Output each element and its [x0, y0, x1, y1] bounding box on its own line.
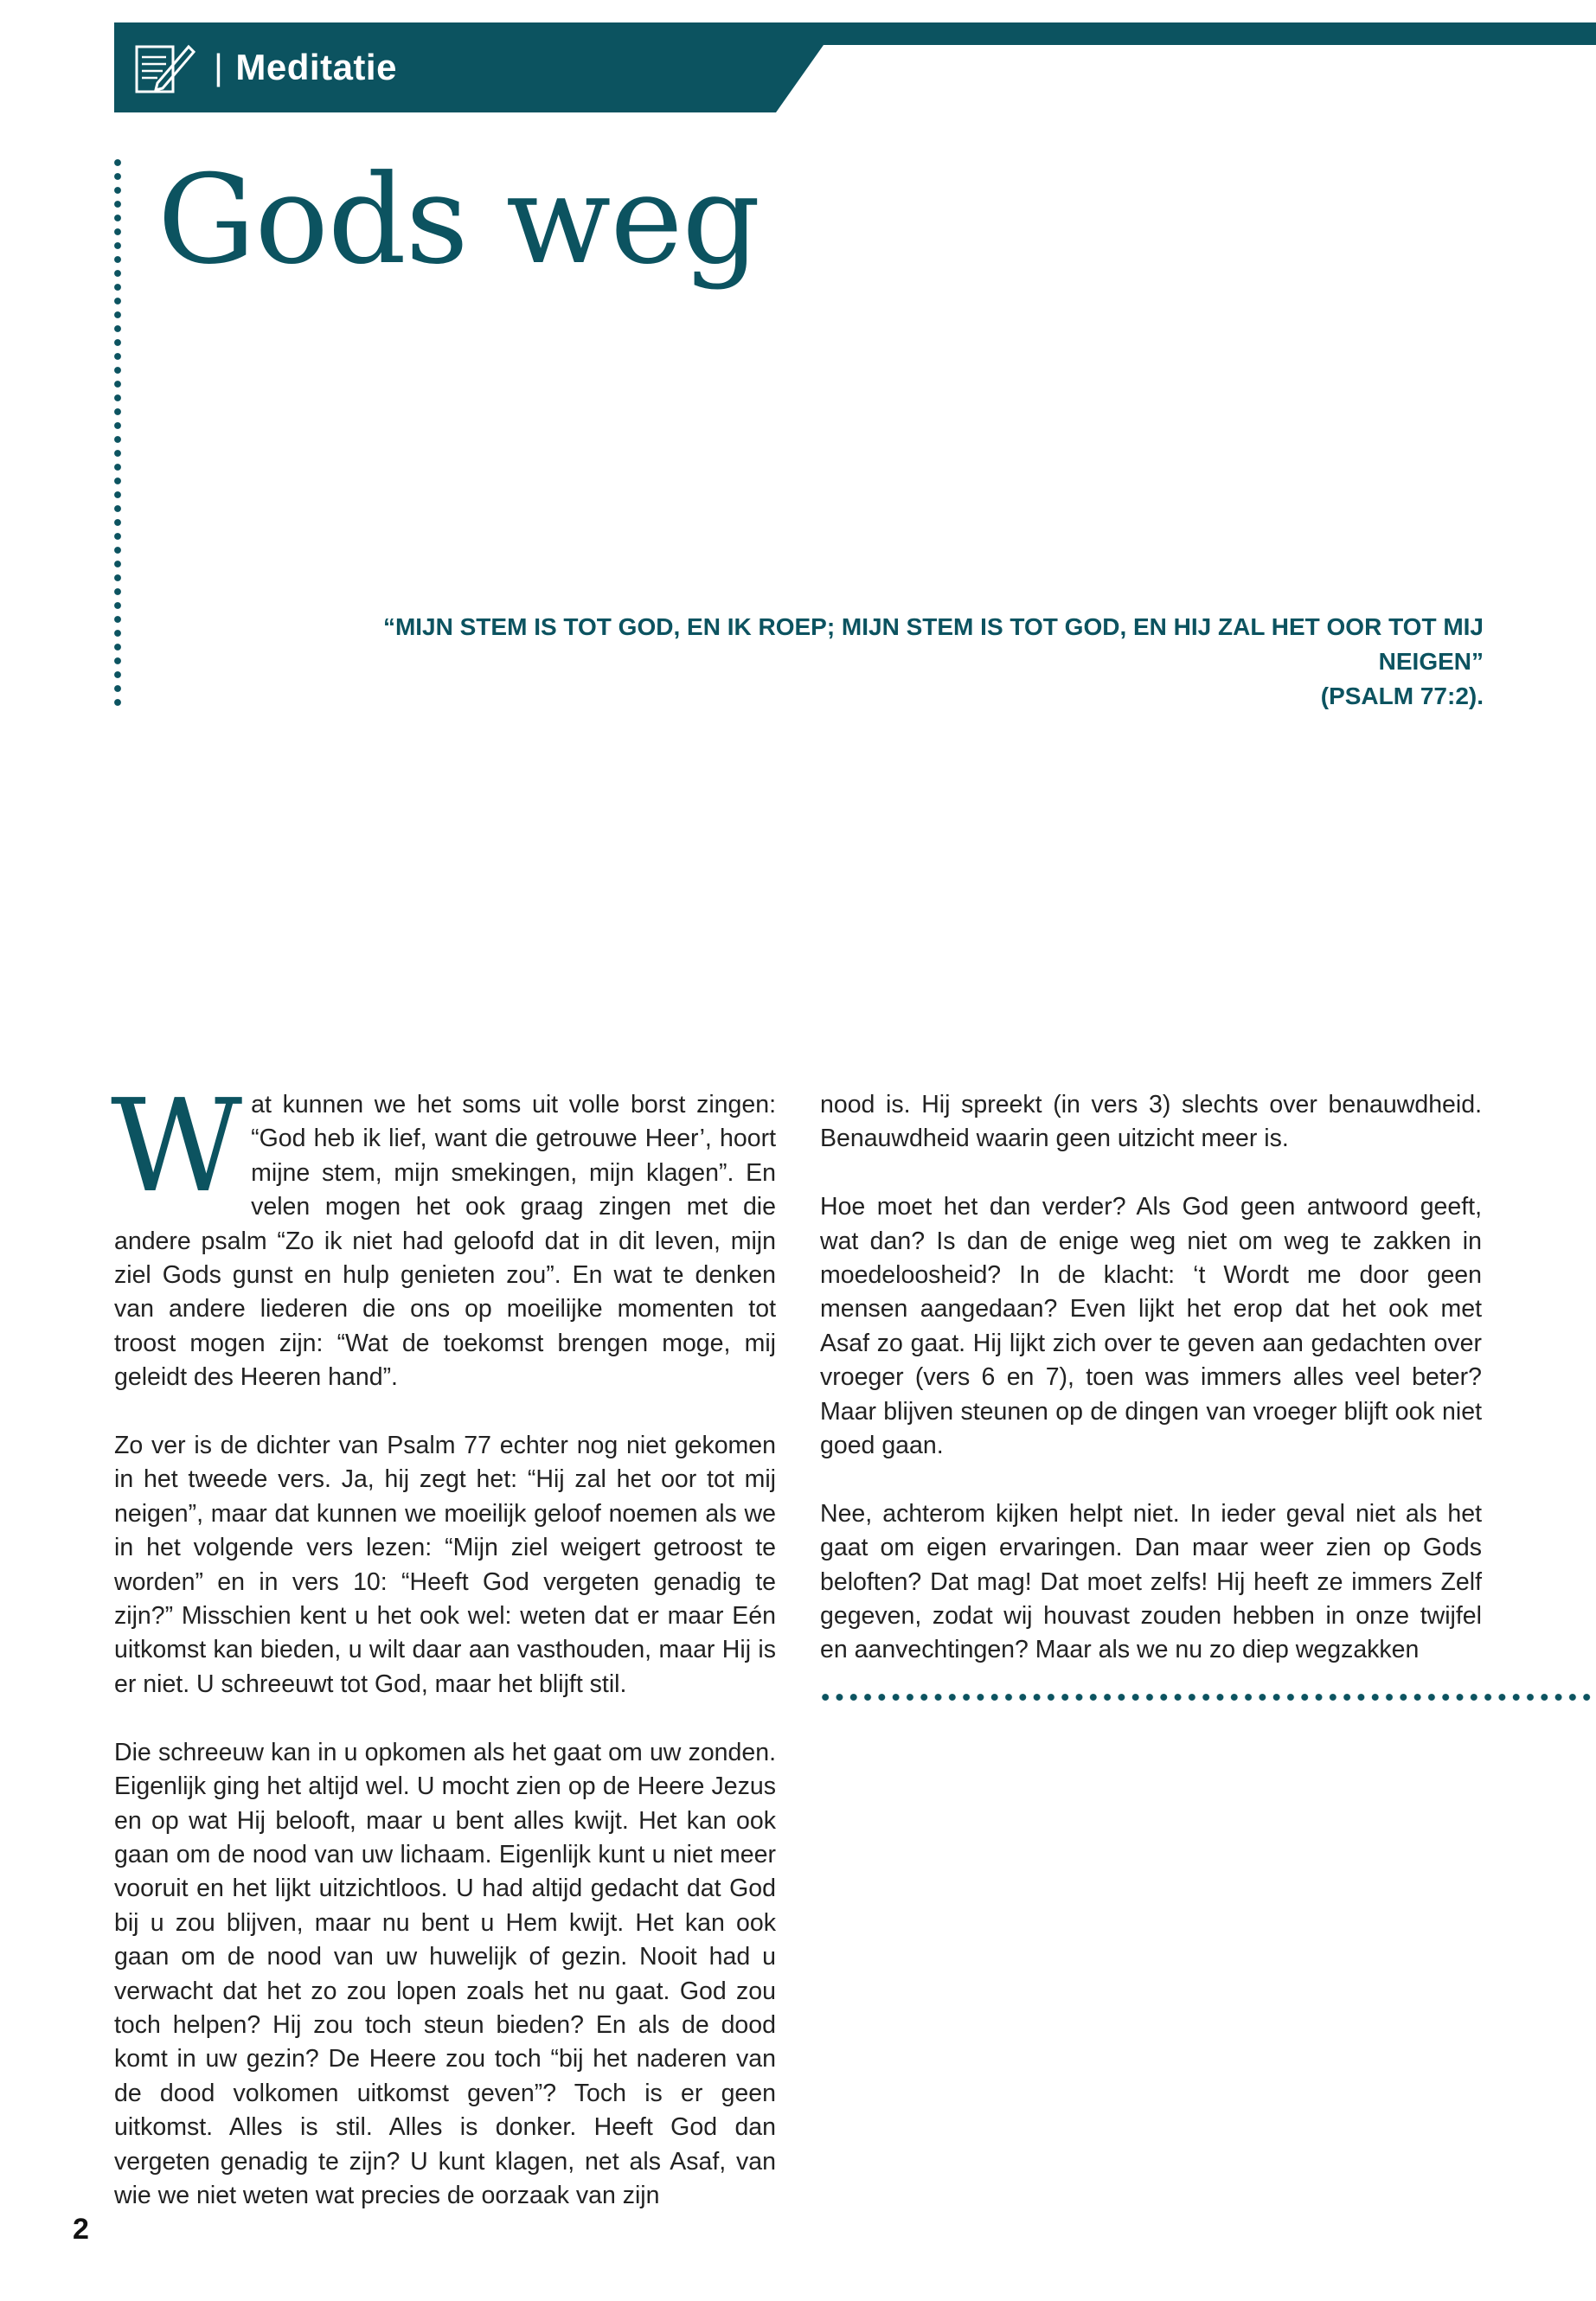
paragraph: Die schreeuw kan in u opkomen als het gaat om uw zonden. Eigenlijk ging het altijd wel. U mocht zien op de Heere Jezus en op wat Hij belooft, maar u bent alles kwijt. Het kan ook gaan om de nood van uw lichaam. Eigenlijk kunt u niet meer vooruit en het lijkt uitzichtloos. U had altijd gedacht dat God bij u zou blijven, maar nu bent u Hem kwijt. Het kan ook gaan om de nood van uw huwelijk of gezin. Nooit had u verwacht dat het zo zou lopen zoals het nu gaat. God zou toch helpen? Hij zou toch steun bieden? En als de dood komt in uw gezin? De Heere zou toch “bij het naderen van de dood volkomen uitkomst geven”? Toch is er geen uitkomst. Alles is stil. Alles is donker. Heeft God dan vergeten genadig te zijn? U kunt klagen, net als Asaf, van wie we niet weten wat precies de oorzaak van zijn: [114, 1738, 776, 2209]
paragraph: [111, 1072, 776, 1395]
dotted-divider-vertical: [113, 156, 122, 709]
header-separator: |: [214, 47, 224, 87]
section-header: [114, 22, 1596, 112]
paragraph: Nee, achterom kijken helpt niet. In ieder geval niet als het gaat om eigen ervaringen. Dan maar weer zien op Gods beloften? Dat mag! Dat moet zelfs! Hij heeft ze immers Zelf gegeven, zodat wij houvast zouden hebben in onze twijfel en aanvechtingen? Maar als we nu zo diep wegzakken: [820, 1499, 1482, 1664]
paragraph: Hoe moet het dan verder? Als God geen antwoord geeft, wat dan? Is dan de enige weg niet om weg te zakken in moedeloosheid? In de klacht: ‘t Wordt me door geen mensen aangedaan? Even lijkt het erop dat het ook met Asaf zo gaat. Hij lijkt zich over te geven aan gedachten over vroeger (vers 6 en 7), toen was immers alles veel beter? Maar blijven steunen op de dingen van vroeger blijft ook niet goed gaan.: [820, 1193, 1482, 1460]
paragraph: Zo ver is de dichter van Psalm 77 echter nog niet gekomen in het tweede vers. Ja, hij zegt het: “Hij zal het oor tot mij neigen”, maar dat kunnen we moeilijk geloof noemen als we in het volgende vers lezen: “Mijn ziel weigert getroost te worden” en in vers 10: “Heeft God vergeten genadig te zijn?” Misschien kent u het ook wel: weten dat er maar Eén uitkomst kan bieden, u wilt daar aan vasthouden, maar Hij is er niet. U schreeuwt tot God, maar het blijft stil.: [114, 1432, 776, 1698]
paragraph: nood is. Hij spreekt (in vers 3) slechts over benauwdheid. Benauwdheid waarin geen uitzicht meer is.: [820, 1091, 1482, 1153]
body-column-left: [111, 1072, 776, 2247]
body-column-right: [820, 1088, 1482, 1702]
dotted-divider-horizontal: [818, 1692, 1596, 1702]
scripture-reference: (PSALM 77:2).: [1320, 683, 1484, 709]
section-title: Meditatie: [235, 47, 397, 87]
scripture-quote: “MIJN STEM IS TOT GOD, EN IK ROEP; MIJN STEM IS TOT GOD, EN HIJ ZAL HET OOR TOT MIJ NEIGEN”: [382, 613, 1484, 675]
drop-cap: W: [111, 1072, 243, 1221]
page-title: Gods weg: [157, 149, 760, 292]
page-number: 2: [73, 2213, 89, 2246]
section-label: [214, 42, 397, 93]
writing-pen-icon: [131, 35, 199, 102]
paragraph-text: at kunnen we het soms uit volle borst zingen: “God heb ik lief, want die getrouwe Heer’, hoort mijne stem, mijn smekingen, mijn klagen”. En velen mogen het ook graag zingen met die andere psalm “Zo ik niet had geloofd dat in dit leven, mijn ziel Gods gunst en hulp genieten zou”. En wat te denken van andere liederen die ons op moeilijke momenten tot troost mogen zijn: “Wat de toekomst brengen moge, mij geleidt des Heeren hand”.: [114, 1091, 776, 1392]
